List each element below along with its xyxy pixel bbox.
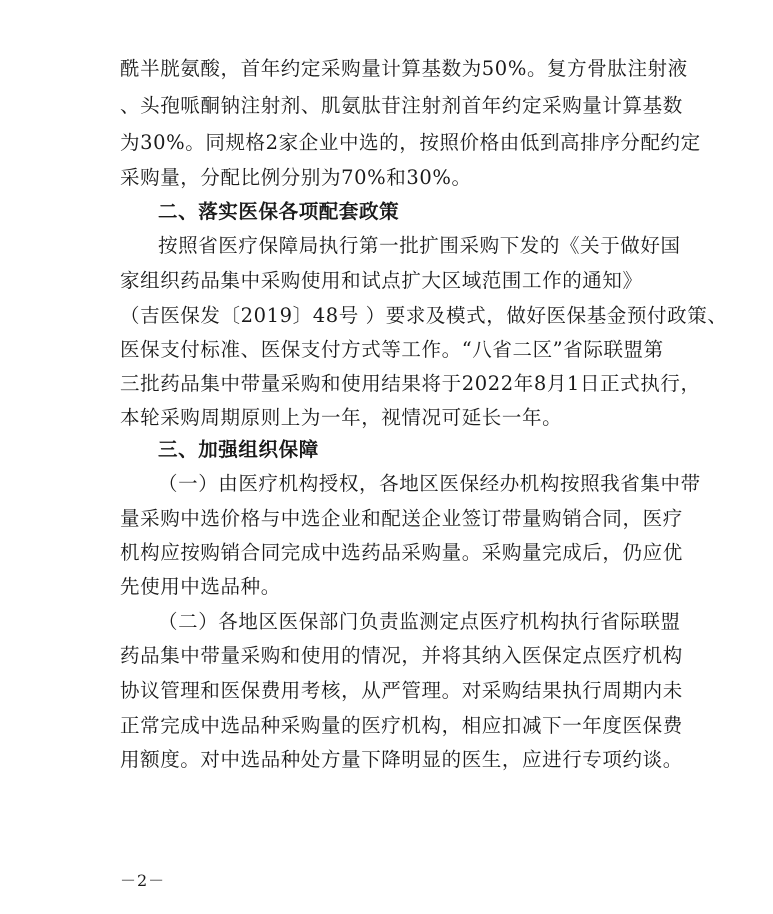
paragraph-line: 三批药品集中带量采购和使用结果将于2022年8月1日正式执行， bbox=[120, 372, 701, 395]
paragraph-line: （二）各地区医保部门负责监测定点医疗机构执行省际联盟 bbox=[158, 610, 681, 633]
paragraph-line: 药品集中带量采购和使用的情况，并将其纳入医保定点医疗机构 bbox=[120, 644, 683, 667]
paragraph-line: 先使用中选品种。 bbox=[120, 575, 281, 598]
page-number: －2－ bbox=[120, 871, 166, 890]
paragraph-line: 本轮采购周期原则上为一年，视情况可延长一年。 bbox=[120, 406, 563, 429]
paragraph-line: （吉医保发〔2019〕48号 ）要求及模式，做好医保基金预付政策、 bbox=[120, 304, 728, 327]
paragraph-line: （一）由医疗机构授权，各地区医保经办机构按照我省集中带 bbox=[158, 472, 701, 495]
paragraph-line: 酰半胱氨酸，首年约定采购量计算基数为50%。复方骨肽注射液 bbox=[120, 57, 688, 80]
paragraph-line: 采购量，分配比例分别为70%和30%。 bbox=[120, 166, 472, 189]
paragraph-line: 协议管理和医保费用考核，从严管理。对采购结果执行周期内未 bbox=[120, 679, 683, 702]
paragraph-line: 用额度。对中选品种处方量下降明显的医生，应进行专项约谈。 bbox=[120, 748, 683, 771]
paragraph-line: 量采购中选价格与中选企业和配送企业签订带量购销合同，医疗 bbox=[120, 507, 683, 530]
paragraph-line: 为30%。同规格2家企业中选的，按照价格由低到高排序分配约定 bbox=[120, 131, 701, 154]
paragraph-line: 正常完成中选品种采购量的医疗机构，相应扣减下一年度医保费 bbox=[120, 714, 683, 737]
paragraph-line: 医保支付标准、医保支付方式等工作。“八省二区”省际联盟第 bbox=[120, 338, 664, 361]
paragraph-line: 按照省医疗保障局执行第一批扩围采购下发的《关于做好国 bbox=[158, 234, 681, 257]
section-heading: 二、落实医保各项配套政策 bbox=[158, 200, 400, 223]
paragraph-line: 机构应按购销合同完成中选药品采购量。采购量完成后，仍应优 bbox=[120, 541, 683, 564]
section-heading: 三、加强组织保障 bbox=[158, 438, 319, 461]
paragraph-line: 家组织药品集中采购使用和试点扩大区域范围工作的通知》 bbox=[120, 269, 643, 292]
paragraph-line: 、头孢哌酮钠注射剂、肌氨肽苷注射剂首年约定采购量计算基数 bbox=[120, 94, 683, 117]
